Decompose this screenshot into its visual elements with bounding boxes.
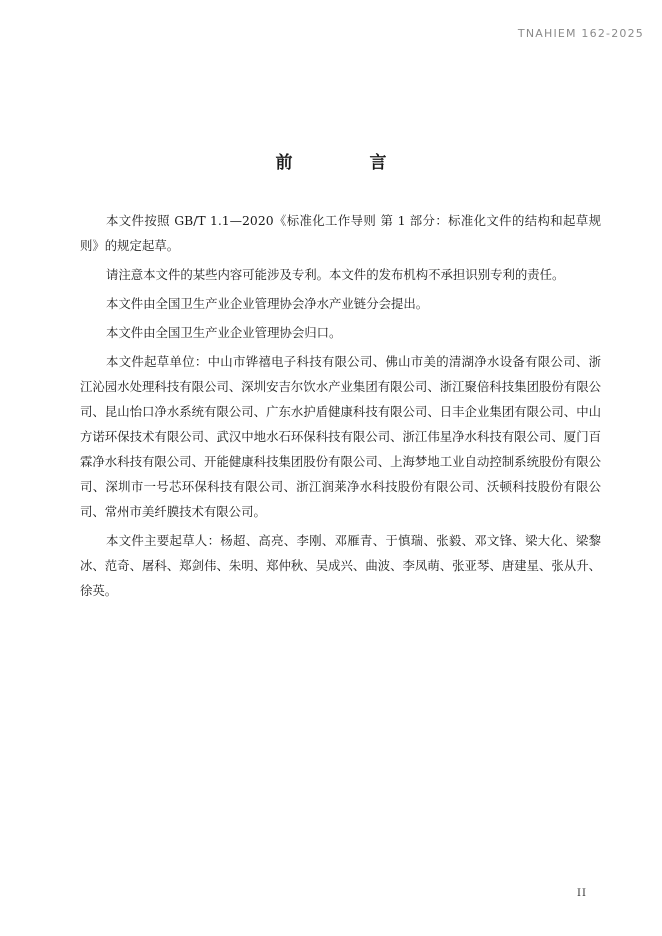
paragraph-centralized-by: 本文件由全国卫生产业企业管理协会归口。 xyxy=(106,325,342,340)
document-code: TNAHIEM 162-2025 xyxy=(517,27,644,40)
paragraph-drafting-rules: 本文件按照 GB/T 1.1—2020《标准化工作导则 第 1 部分：标准化文件的结构和起草规则》的规定起草。 xyxy=(80,213,601,253)
paragraph-main-drafters: 本文件主要起草人：杨超、高亮、李刚、邓雁青、于慎瑞、张毅、邓文锋、梁大化、梁黎冰、范奇、屠科、郑剑伟、朱明、郑仲秋、吴成兴、曲波、李凤萌、张亚琴、唐建星、张从升、徐英。 xyxy=(80,533,601,598)
paragraph-drafting-organizations: 本文件起草单位：中山市铧禧电子科技有限公司、佛山市美的清湖净水设备有限公司、浙江沁园水处理科技有限公司、深圳安吉尔饮水产业集团有限公司、浙江聚倍科技集团股份有限公司、昆山怡口净水系统有限公司、广东水护盾健康科技有限公司、日丰企业集团有限公司、中山方诺环保技术有限公司、武汉中地水石环保科技有限公司、浙江伟星净水科技有限公司、厦门百霖净水科技有限公司、开能健康科技集团股份有限公司、上海梦地工业自动控制系统股份有限公司、深圳市一号芯环保科技有限公司、浙江润莱净水科技股份有限公司、沃顿科技股份有限公司、常州市美纤膜技术有限公司。 xyxy=(80,354,601,519)
page-number: II xyxy=(577,888,587,899)
paragraph-patent-notice: 请注意本文件的某些内容可能涉及专利。本文件的发布机构不承担识别专利的责任。 xyxy=(106,267,565,282)
page-title: 前 言 xyxy=(275,153,417,173)
paragraph-proposer: 本文件由全国卫生产业企业管理协会净水产业链分会提出。 xyxy=(106,296,429,311)
document-body xyxy=(80,208,601,607)
